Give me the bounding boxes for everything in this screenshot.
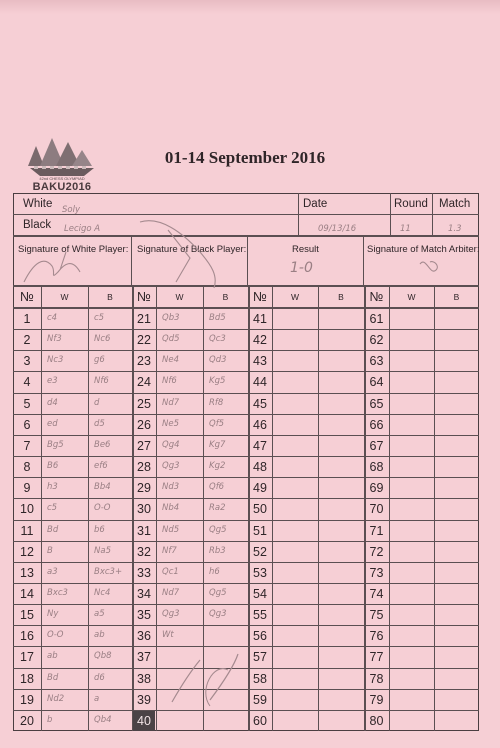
logo-caption: 42nd CHESS OLYMPIAD xyxy=(39,176,85,181)
black-move-handwritten: ab xyxy=(94,630,105,641)
move-number: 63 xyxy=(369,354,384,369)
move-number: 7 xyxy=(23,438,31,453)
black-move-handwritten: Nc6 xyxy=(94,334,111,345)
move-number: 56 xyxy=(253,629,267,644)
rule xyxy=(131,235,132,285)
black-move-handwritten: c5 xyxy=(94,313,105,323)
move-number: 29 xyxy=(137,481,151,496)
black-move-handwritten: Na5 xyxy=(94,545,111,556)
move-number: 47 xyxy=(253,438,267,453)
move-number: 70 xyxy=(369,502,384,517)
white-move-handwritten: Bd xyxy=(47,672,59,683)
move-number: 10 xyxy=(20,502,34,517)
move-number: 11 xyxy=(20,523,34,538)
move-number: 71 xyxy=(369,523,384,538)
move-number: 55 xyxy=(253,608,267,623)
white-signature-label: Signature of White Player: xyxy=(18,244,129,255)
white-move-handwritten: Nf7 xyxy=(162,545,177,556)
move-number: 8 xyxy=(23,460,31,475)
move-number: 2 xyxy=(23,333,31,348)
grid-rule xyxy=(434,286,435,731)
row-rule xyxy=(13,541,479,542)
white-move-handwritten: B xyxy=(47,545,53,556)
rule xyxy=(390,193,391,235)
move-number: 31 xyxy=(137,523,151,538)
round-handwritten: 11 xyxy=(400,224,411,234)
move-number: 61 xyxy=(369,312,384,326)
move-number-header: № xyxy=(253,289,267,304)
rule xyxy=(363,235,364,285)
white-move-handwritten: Ny xyxy=(47,609,59,620)
row-rule xyxy=(13,371,479,372)
move-number: 12 xyxy=(20,544,34,559)
move-number: 41 xyxy=(253,312,267,326)
move-number: 60 xyxy=(253,713,267,728)
move-number: 40 xyxy=(133,711,155,731)
date-handwritten: 09/13/16 xyxy=(318,224,357,234)
move-number: 9 xyxy=(23,481,31,496)
move-number: 32 xyxy=(137,544,151,559)
move-number: 14 xyxy=(20,586,34,601)
rule xyxy=(13,307,479,309)
move-number: 80 xyxy=(369,713,384,728)
move-number: 78 xyxy=(369,671,384,686)
black-move-handwritten: h6 xyxy=(209,566,220,577)
move-number: 57 xyxy=(253,650,267,665)
black-move-handwritten: Rb3 xyxy=(209,545,226,556)
move-number: 73 xyxy=(369,565,384,580)
move-number: 50 xyxy=(253,502,267,517)
black-move-handwritten: O-O xyxy=(94,503,111,514)
move-number-header: № xyxy=(137,289,151,304)
black-move-handwritten: a5 xyxy=(94,609,105,620)
move-number: 26 xyxy=(137,417,151,432)
move-number: 72 xyxy=(369,544,384,559)
white-move-handwritten: Ne5 xyxy=(162,418,179,429)
move-number: 15 xyxy=(20,608,34,623)
move-number: 45 xyxy=(253,396,267,411)
move-number: 77 xyxy=(369,650,384,665)
move-number: 52 xyxy=(253,544,267,559)
row-rule xyxy=(13,498,479,499)
move-number: 34 xyxy=(137,586,151,601)
row-rule xyxy=(13,625,479,626)
white-move-handwritten: b xyxy=(47,714,53,725)
white-move-handwritten: a3 xyxy=(47,566,58,577)
white-move-handwritten: Qc1 xyxy=(162,566,179,577)
rule xyxy=(247,235,248,285)
move-number: 62 xyxy=(369,333,384,348)
black-move-handwritten: Qg3 xyxy=(209,609,227,620)
row-rule xyxy=(13,350,479,351)
move-number: 17 xyxy=(20,650,34,665)
move-number: 39 xyxy=(137,692,151,707)
white-move-handwritten: Wt xyxy=(162,630,174,641)
move-number: 74 xyxy=(369,586,384,601)
black-move-handwritten: d xyxy=(94,397,100,408)
white-move-handwritten: Nf6 xyxy=(162,376,177,387)
move-number: 19 xyxy=(20,692,34,707)
move-number: 4 xyxy=(23,375,31,390)
black-player-handwritten: Lecigo A xyxy=(64,224,101,234)
move-number: 30 xyxy=(137,502,151,517)
move-number-header: № xyxy=(20,289,34,304)
white-move-handwritten: O-O xyxy=(47,630,64,641)
move-number: 35 xyxy=(137,608,151,623)
rule xyxy=(13,214,479,215)
move-number: 27 xyxy=(137,438,151,453)
move-number: 13 xyxy=(20,565,34,580)
row-rule xyxy=(13,329,479,330)
move-number-header: № xyxy=(369,289,384,304)
black-move-header: B xyxy=(338,292,344,302)
white-move-header: W xyxy=(175,292,184,302)
move-number: 51 xyxy=(253,523,267,538)
grid-rule xyxy=(318,286,319,731)
move-number: 53 xyxy=(253,565,267,580)
white-move-handwritten: Nf3 xyxy=(47,334,62,345)
row-rule xyxy=(13,562,479,563)
move-number: 44 xyxy=(253,375,267,390)
black-move-handwritten: Qg5 xyxy=(209,587,227,598)
white-move-handwritten: Qg4 xyxy=(162,439,180,450)
row-rule xyxy=(13,414,479,415)
rule xyxy=(432,193,433,235)
move-number: 21 xyxy=(137,312,151,326)
move-number: 1 xyxy=(23,312,31,326)
row-rule xyxy=(13,646,479,647)
black-move-handwritten: Qf6 xyxy=(209,482,225,493)
move-number: 46 xyxy=(253,417,267,432)
move-number: 3 xyxy=(23,354,31,369)
grid-rule xyxy=(203,286,204,731)
white-move-handwritten: ab xyxy=(47,651,58,662)
rule xyxy=(13,285,479,287)
grid-rule xyxy=(41,286,42,731)
move-number: 69 xyxy=(369,481,384,496)
row-rule xyxy=(13,520,479,521)
row-rule xyxy=(13,668,479,669)
move-number: 54 xyxy=(253,586,267,601)
move-number: 75 xyxy=(369,608,384,623)
white-move-handwritten: B6 xyxy=(47,461,59,472)
white-move-handwritten: Bd xyxy=(47,524,59,535)
move-number: 64 xyxy=(369,375,384,390)
scoresheet-frame xyxy=(13,193,479,731)
move-number: 42 xyxy=(253,333,267,348)
black-move-handwritten: Qc3 xyxy=(209,334,226,345)
row-rule xyxy=(13,689,479,690)
move-number: 66 xyxy=(369,417,384,432)
black-move-handwritten: Ra2 xyxy=(209,503,226,514)
white-move-handwritten: Qd5 xyxy=(162,334,180,345)
move-number: 58 xyxy=(253,671,267,686)
move-number: 28 xyxy=(137,460,151,475)
move-number: 23 xyxy=(137,354,151,369)
white-move-handwritten: Bg5 xyxy=(47,439,64,450)
move-number: 24 xyxy=(137,375,151,390)
white-move-header: W xyxy=(60,292,69,302)
white-move-handwritten: d4 xyxy=(47,397,58,408)
white-move-handwritten: h3 xyxy=(47,482,58,493)
move-number: 5 xyxy=(23,396,31,411)
black-move-header: B xyxy=(222,292,229,302)
white-move-handwritten: Nd7 xyxy=(162,397,180,408)
white-move-handwritten: Qg3 xyxy=(162,609,180,620)
white-move-handwritten: Nd5 xyxy=(162,524,180,535)
black-move-handwritten: a xyxy=(94,693,100,704)
white-move-header: W xyxy=(407,292,416,302)
move-number: 25 xyxy=(137,396,151,411)
row-rule xyxy=(13,604,479,605)
black-move-handwritten: Qd3 xyxy=(209,355,227,366)
event-dates-title: 01-14 September 2016 xyxy=(164,148,326,167)
black-move-handwritten: Bd5 xyxy=(209,313,226,323)
arbiter-signature-label: Signature of Match Arbiter: xyxy=(367,244,480,255)
black-move-handwritten: Bb4 xyxy=(94,482,111,493)
move-number: 16 xyxy=(20,629,34,644)
grid-rule xyxy=(156,286,157,731)
black-move-handwritten: b6 xyxy=(94,524,105,535)
move-number: 20 xyxy=(20,713,34,728)
row-rule xyxy=(13,456,479,457)
move-number: 38 xyxy=(137,671,151,686)
match-label: Match xyxy=(439,198,471,210)
move-number: 6 xyxy=(23,417,31,432)
rule xyxy=(13,235,479,237)
move-number: 65 xyxy=(369,396,384,411)
white-move-handwritten: c4 xyxy=(47,313,58,323)
black-signature-label: Signature of Black Player: xyxy=(137,244,247,255)
white-move-handwritten: Nd2 xyxy=(47,693,65,704)
black-move-handwritten: d5 xyxy=(94,418,105,429)
move-number: 67 xyxy=(369,438,384,453)
white-move-handwritten: Nd3 xyxy=(162,482,180,493)
black-move-handwritten: Bxc3+ xyxy=(94,566,123,577)
black-label: Black xyxy=(23,219,52,231)
black-move-handwritten: Qf5 xyxy=(209,418,225,429)
logo-text: BAKU2016 xyxy=(32,181,92,193)
move-number: 68 xyxy=(369,460,384,475)
top-edge-shadow xyxy=(0,0,500,14)
grid-rule xyxy=(88,286,89,731)
black-move-handwritten: Qg5 xyxy=(209,524,227,535)
white-move-handwritten: e3 xyxy=(47,376,58,387)
white-move-handwritten: ed xyxy=(47,418,58,429)
white-player-handwritten: Soly xyxy=(62,205,80,215)
white-label: White xyxy=(23,198,53,210)
match-handwritten: 1.3 xyxy=(448,224,462,234)
rule xyxy=(298,193,299,235)
white-move-handwritten: Ne4 xyxy=(162,355,179,366)
black-move-header: B xyxy=(453,292,460,302)
black-move-handwritten: Kg2 xyxy=(209,461,226,472)
white-move-handwritten: Qb3 xyxy=(162,313,180,323)
white-move-handwritten: Nb4 xyxy=(162,503,180,514)
black-move-handwritten: Kg7 xyxy=(209,439,226,450)
move-number: 33 xyxy=(137,565,151,580)
black-move-handwritten: g6 xyxy=(94,355,105,366)
result-handwritten: 1-0 xyxy=(290,260,313,276)
white-move-handwritten: Nd7 xyxy=(162,587,180,598)
white-move-handwritten: Qg3 xyxy=(162,461,180,472)
white-move-handwritten: Bxc3 xyxy=(47,587,68,598)
row-rule xyxy=(13,583,479,584)
result-label: Result xyxy=(292,244,319,255)
white-move-handwritten: c5 xyxy=(47,503,58,514)
grid-rule xyxy=(389,286,390,731)
black-move-handwritten: Qb8 xyxy=(94,651,112,662)
black-move-handwritten: Rf8 xyxy=(209,397,224,408)
row-rule xyxy=(13,710,479,711)
move-number: 48 xyxy=(253,460,267,475)
round-label: Round xyxy=(394,198,428,210)
move-number: 76 xyxy=(369,629,384,644)
black-move-handwritten: Nf6 xyxy=(94,376,109,387)
black-move-handwritten: d6 xyxy=(94,672,105,683)
black-move-handwritten: Qb4 xyxy=(94,714,112,725)
white-move-header: W xyxy=(290,292,300,302)
black-move-handwritten: Nc4 xyxy=(94,587,111,598)
row-rule xyxy=(13,435,479,436)
move-number: 36 xyxy=(137,629,151,644)
move-number: 43 xyxy=(253,354,267,369)
move-number: 79 xyxy=(369,692,384,707)
row-rule xyxy=(13,393,479,394)
move-number: 22 xyxy=(137,333,151,348)
grid-rule xyxy=(272,286,273,731)
black-move-header: B xyxy=(107,292,113,302)
move-number: 49 xyxy=(253,481,267,496)
move-number: 37 xyxy=(137,650,151,665)
move-number: 18 xyxy=(20,671,34,686)
black-move-handwritten: Kg5 xyxy=(209,376,226,387)
move-number: 59 xyxy=(253,692,267,707)
white-move-handwritten: Nc3 xyxy=(47,355,64,366)
date-label: Date xyxy=(303,198,328,210)
black-move-handwritten: Be6 xyxy=(94,439,111,450)
black-move-handwritten: ef6 xyxy=(94,461,108,472)
row-rule xyxy=(13,477,479,478)
